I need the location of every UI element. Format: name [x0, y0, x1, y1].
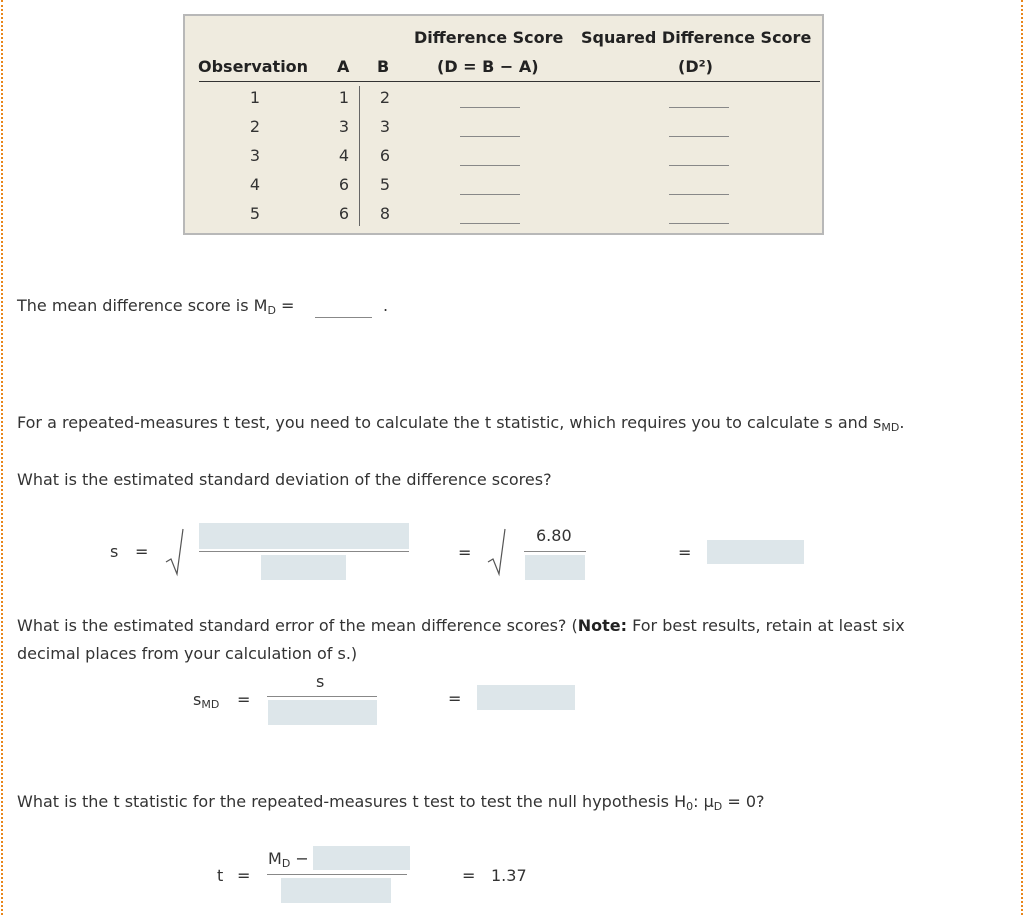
t-denominator-input[interactable]	[281, 878, 391, 903]
observation-cell: 3	[249, 146, 261, 165]
sd-fraction-bar	[199, 551, 409, 552]
observation-cell: 4	[249, 175, 261, 194]
col-b-cell: 5	[379, 175, 391, 194]
header-rule	[199, 81, 820, 82]
sd-equals-3: =	[678, 543, 692, 562]
squared-difference-input[interactable]	[669, 194, 729, 195]
diff-header-title: Difference Score	[414, 28, 564, 47]
squared-difference-input[interactable]	[669, 165, 729, 166]
se-question: What is the estimated standard error of the mean difference scores? (Note: For best results, retain at least six	[17, 616, 905, 635]
col-a-header: A	[337, 57, 350, 76]
mean-period: .	[383, 296, 389, 315]
mean-prompt: The mean difference score is $M_D$ =	[17, 296, 295, 317]
squared-difference-input[interactable]	[669, 223, 729, 224]
squared-difference-input[interactable]	[669, 136, 729, 137]
diff-header-formula: (D = B − A)	[437, 57, 539, 76]
difference-score-input[interactable]	[460, 165, 520, 166]
observation-cell: 5	[249, 204, 261, 223]
t-label: t	[217, 866, 224, 885]
se-denominator-input[interactable]	[268, 700, 377, 725]
col-a-cell: 3	[338, 117, 350, 136]
observation-cell: 1	[249, 88, 261, 107]
col-a-cell: 1	[338, 88, 350, 107]
left-border	[1, 0, 3, 915]
ss-numerator-input[interactable]	[199, 523, 409, 549]
t-numerator-md: $M_D$ −	[268, 849, 309, 870]
sq-header-title: Squared Difference Score	[581, 28, 812, 47]
smd-equals: =	[237, 690, 251, 709]
se-question-line2: decimal places from your calculation of s.)	[17, 644, 358, 663]
se-numerator: s	[316, 672, 325, 691]
squared-difference-input[interactable]	[669, 107, 729, 108]
col-b-cell: 2	[379, 88, 391, 107]
sqrt-icon-2	[487, 526, 507, 578]
difference-score-input[interactable]	[460, 136, 520, 137]
col-b-header: B	[377, 57, 390, 76]
sd-fraction-bar-2	[524, 551, 586, 552]
col-b-cell: 3	[379, 117, 391, 136]
difference-score-input[interactable]	[460, 223, 520, 224]
t-result-value: 1.37	[491, 866, 527, 885]
sd-question: What is the estimated standard deviation of the difference scores?	[17, 470, 552, 489]
sqrt-icon	[165, 526, 185, 578]
col-b-cell: 6	[379, 146, 391, 165]
se-equals-2: =	[448, 689, 462, 708]
df-input-2[interactable]	[525, 555, 585, 580]
sd-result-input[interactable]	[707, 540, 804, 564]
difference-score-input[interactable]	[460, 107, 520, 108]
smd-label: $s_{MD}$	[193, 690, 220, 711]
difference-score-input[interactable]	[460, 194, 520, 195]
s-label: s	[110, 542, 119, 561]
col-a-cell: 4	[338, 146, 350, 165]
col-b-cell: 8	[379, 204, 391, 223]
mean-difference-input[interactable]	[315, 317, 372, 318]
data-table-panel	[183, 14, 824, 235]
df-denominator-input[interactable]	[261, 555, 346, 580]
right-border	[1021, 0, 1023, 915]
observation-header: Observation	[198, 57, 309, 76]
t-numerator-input[interactable]	[313, 846, 410, 870]
t-fraction-bar	[267, 874, 407, 875]
t-question: What is the t statistic for the repeated-measures t test to test the null hypothesis $H_0$: $\mu_D = 0$?	[17, 792, 765, 813]
col-a-cell: 6	[338, 175, 350, 194]
t-equals: =	[237, 866, 251, 885]
t-test-intro: For a repeated-measures t test, you need to calculate the t statistic, which requires you to calculate s and $s_{MD}$.	[17, 413, 905, 434]
sd-numerator-value: 6.80	[536, 526, 572, 545]
s-equals: =	[135, 542, 149, 561]
se-fraction-bar	[267, 696, 377, 697]
sq-header-formula: (D²)	[678, 57, 713, 76]
col-a-cell: 6	[338, 204, 350, 223]
sd-equals-2: =	[458, 543, 472, 562]
t-equals-2: =	[462, 866, 476, 885]
observation-cell: 2	[249, 117, 261, 136]
se-result-input[interactable]	[477, 685, 575, 710]
